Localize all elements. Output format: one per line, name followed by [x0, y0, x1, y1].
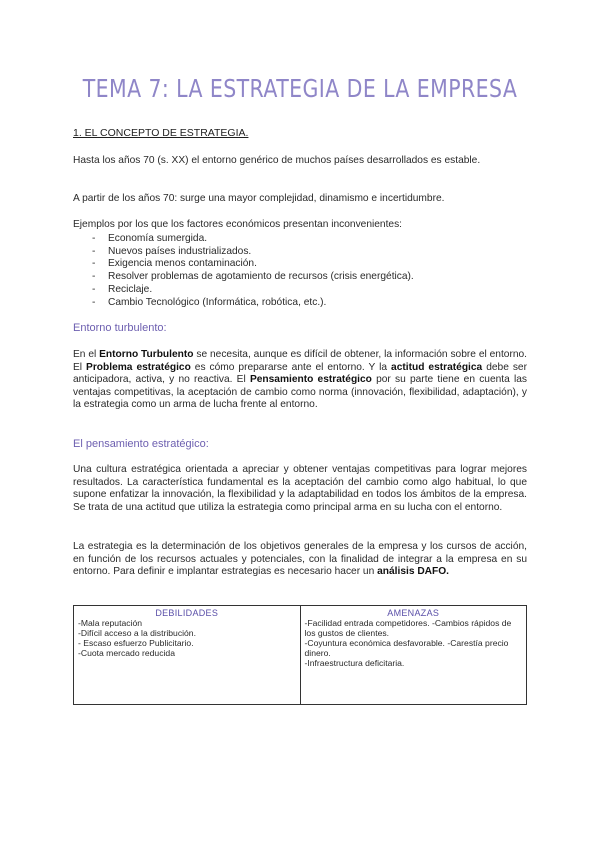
paragraph-3: Ejemplos por los que los factores económicos presentan inconvenientes: [73, 219, 403, 230]
text-run: es cómo prepararse ante el entorno. Y la [190, 361, 392, 373]
list-item: - Nuevos países industrializados. [92, 246, 414, 259]
paragraph-estrategia [73, 541, 527, 579]
amenaza-item: -Infraestructura deficitaria. [304, 658, 405, 668]
dafo-table [73, 605, 527, 705]
amenazas-cell [300, 606, 527, 705]
amenaza-item: -Facilidad entrada competidores. -Cambios rápidos de los gustos de clientes. [304, 618, 512, 638]
debilidad-item: - Escaso esfuerzo Publicitario. [78, 638, 194, 648]
list-item: - Resolver problemas de agotamiento de recursos (crisis energética). [92, 271, 414, 284]
bold-term: Pensamiento estratégico [249, 374, 372, 385]
bold-term: actitud estratégica [391, 361, 483, 373]
debilidad-item: -Difícil acceso a la distribución. [78, 628, 196, 638]
amenaza-item: -Coyuntura económica desfavorable. -Carestía precio dinero. [304, 638, 509, 658]
subheading-entorno: Entorno turbulento: [73, 322, 167, 334]
text-run: por su parte tiene en cuenta las ventajas competitivas, la aceptación de cambio como norma (innovación, flexibilidad, adaptación), y la estrategia como un arma de lucha frente al entorno. [73, 374, 528, 410]
paragraph-2: A partir de los años 70: surge una mayor complejidad, dinamismo e incertidumbre. [73, 193, 445, 204]
debilidades-header: DEBILIDADES [155, 608, 219, 618]
list-item: - Exigencia menos contaminación. [92, 258, 414, 271]
page-title: TEMA 7: LA ESTRATEGIA DE LA EMPRESA [82, 74, 518, 103]
examples-list [92, 233, 414, 309]
text-run: En el [73, 349, 100, 360]
amenazas-header: AMENAZAS [387, 608, 440, 618]
paragraph-1: Hasta los años 70 (s. XX) el entorno genérico de muchos países desarrollados es estable. [73, 155, 481, 166]
section-heading: 1. EL CONCEPTO DE ESTRATEGIA. [73, 127, 249, 139]
paragraph-pensamiento: Una cultura estratégica orientada a apreciar y obtener ventajas competitivas para lograr mejores resultados. La característica fundamental es la aceptación del cambio como algo habitual, lo que supone enfatizar la innovación, la flexibilidad y la adaptabilidad en todos los ámbitos de la empresa. Se trata de una actitud que utiliza la estrategia como principal arma en su lucha con el entorno. [73, 464, 527, 513]
debilidad-item: -Mala reputación [78, 618, 143, 628]
bold-term: análisis DAFO. [377, 566, 450, 577]
list-item: - Reciclaje. [92, 284, 414, 297]
list-item: - Cambio Tecnológico (Informática, robótica, etc.). [92, 297, 414, 310]
bold-term: Entorno Turbulento [99, 349, 194, 360]
debilidades-cell [74, 606, 301, 705]
subheading-pensamiento: El pensamiento estratégico: [73, 438, 209, 450]
list-item: - Economía sumergida. [92, 233, 414, 246]
text-run: debe ser anticipadora, activa, y no reactiva. El [73, 361, 527, 385]
text-run: se necesita, aunque es difícil de obtener, la información sobre el entorno. El [73, 349, 527, 373]
debilidad-item: -Cuota mercado reducida [78, 648, 175, 658]
text-run: La estrategia es la determinación de los objetivos generales de la empresa y los cursos de acción, en función de los recursos actuales y potenciales, con la finalidad de integrar a la empresa en su entorno. Para definir e implantar estrategias es necesario hacer un [73, 541, 527, 577]
paragraph-entorno [73, 349, 527, 412]
bold-term: Problema estratégico [86, 361, 191, 373]
